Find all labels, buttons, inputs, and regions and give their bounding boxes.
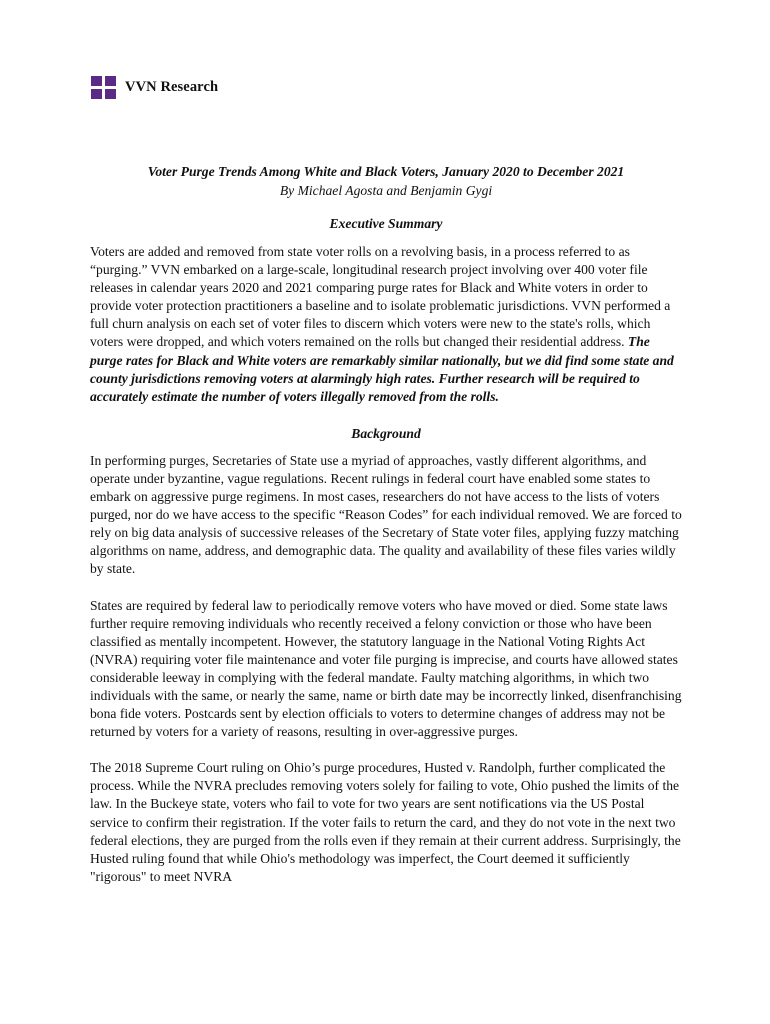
section-heading-background: Background: [351, 425, 421, 441]
vvn-grid-logo-icon: [91, 76, 116, 98]
brand-name: VVN Research: [125, 78, 219, 95]
document-title: Voter Purge Trends Among White and Black Voters, January 2020 to December 2021: [147, 164, 625, 179]
document-body: [90, 162, 682, 904]
background-paragraph-2: States are required by federal law to periodically remove voters who have moved or died. Some state laws further require removing individuals who recently received a felony conviction or those who have been classified as mentally incompetent. However, the statutory language in the National Voting Rights Act (NVRA) requiring voter file maintenance and voter file purging is imprecise, and courts have allowed states considerable leeway in complying with the federal mandate. Faulty matching algorithms, in which two individuals with the same, or nearly the same, name or birth date may be incorrectly linked, disenfranchising bona fide voters. Postcards sent by election officials to voters to determine changes of address may not be returned by voters for a variety of reasons, resulting in over-aggressive purges.: [90, 597, 682, 740]
brand-logo: [91, 76, 218, 98]
background-paragraph-1: In performing purges, Secretaries of State use a myriad of approaches, vastly different algorithms, and operate under byzantine, vague regulations. Recent rulings in federal court have enabled some states to embark on aggressive purge regimens. In most cases, researchers do not have access to the lists of voters purged, nor do we have access to the specific “Reason Codes” for each individual removed. We are forced to rely on big data analysis of successive releases of the Secretary of State voter files, applying fuzzy matching algorithms on name, address, and demographic data. The quality and availability of these files varies wildly by state.: [90, 452, 682, 577]
executive-summary-paragraph: [90, 243, 682, 406]
paragraph-emphasis: The purge rates for Black and White voters are remarkably similar nationally, but we did find some state and county jurisdictions removing voters at alarmingly high rates. Further research will be required to accurately estimate the number of voters illegally removed from the rolls.: [90, 334, 674, 404]
section-heading-executive-summary: Executive Summary: [329, 216, 443, 231]
document-byline: By Michael Agosta and Benjamin Gygi: [279, 183, 493, 198]
background-paragraph-3: The 2018 Supreme Court ruling on Ohio’s purge procedures, Husted v. Randolph, further complicated the process. While the NVRA precludes removing voters solely for failing to vote, Ohio pushed the limits of the law. In the Buckeye state, voters who fail to vote for two years are sent notifications via the US Postal service to confirm their registration. If the voter fails to return the card, and they do not vote in the next two federal elections, they are purged from the rolls even if they remain at their current address. Surprisingly, the Husted ruling found that while Ohio's methodology was imperfect, the Court deemed it sufficiently "rigorous" to meet NVRA: [90, 760, 681, 884]
paragraph-text: Voters are added and removed from state voter rolls on a revolving basis, in a process referred to as “purging.” VVN embarked on a large-scale, longitudinal research project involving over 400 voter file releases in calendar years 2020 and 2021 comparing purge rates for Black and White voters in order to provide voter protection practitioners a baseline and to isolate problematic jurisdictions. VVN performed a full churn analysis on each set of voter files to discern which voters were new to the state's rolls, which voters were dropped, and which voters remained on the rolls but changed their residential address.: [90, 244, 671, 350]
